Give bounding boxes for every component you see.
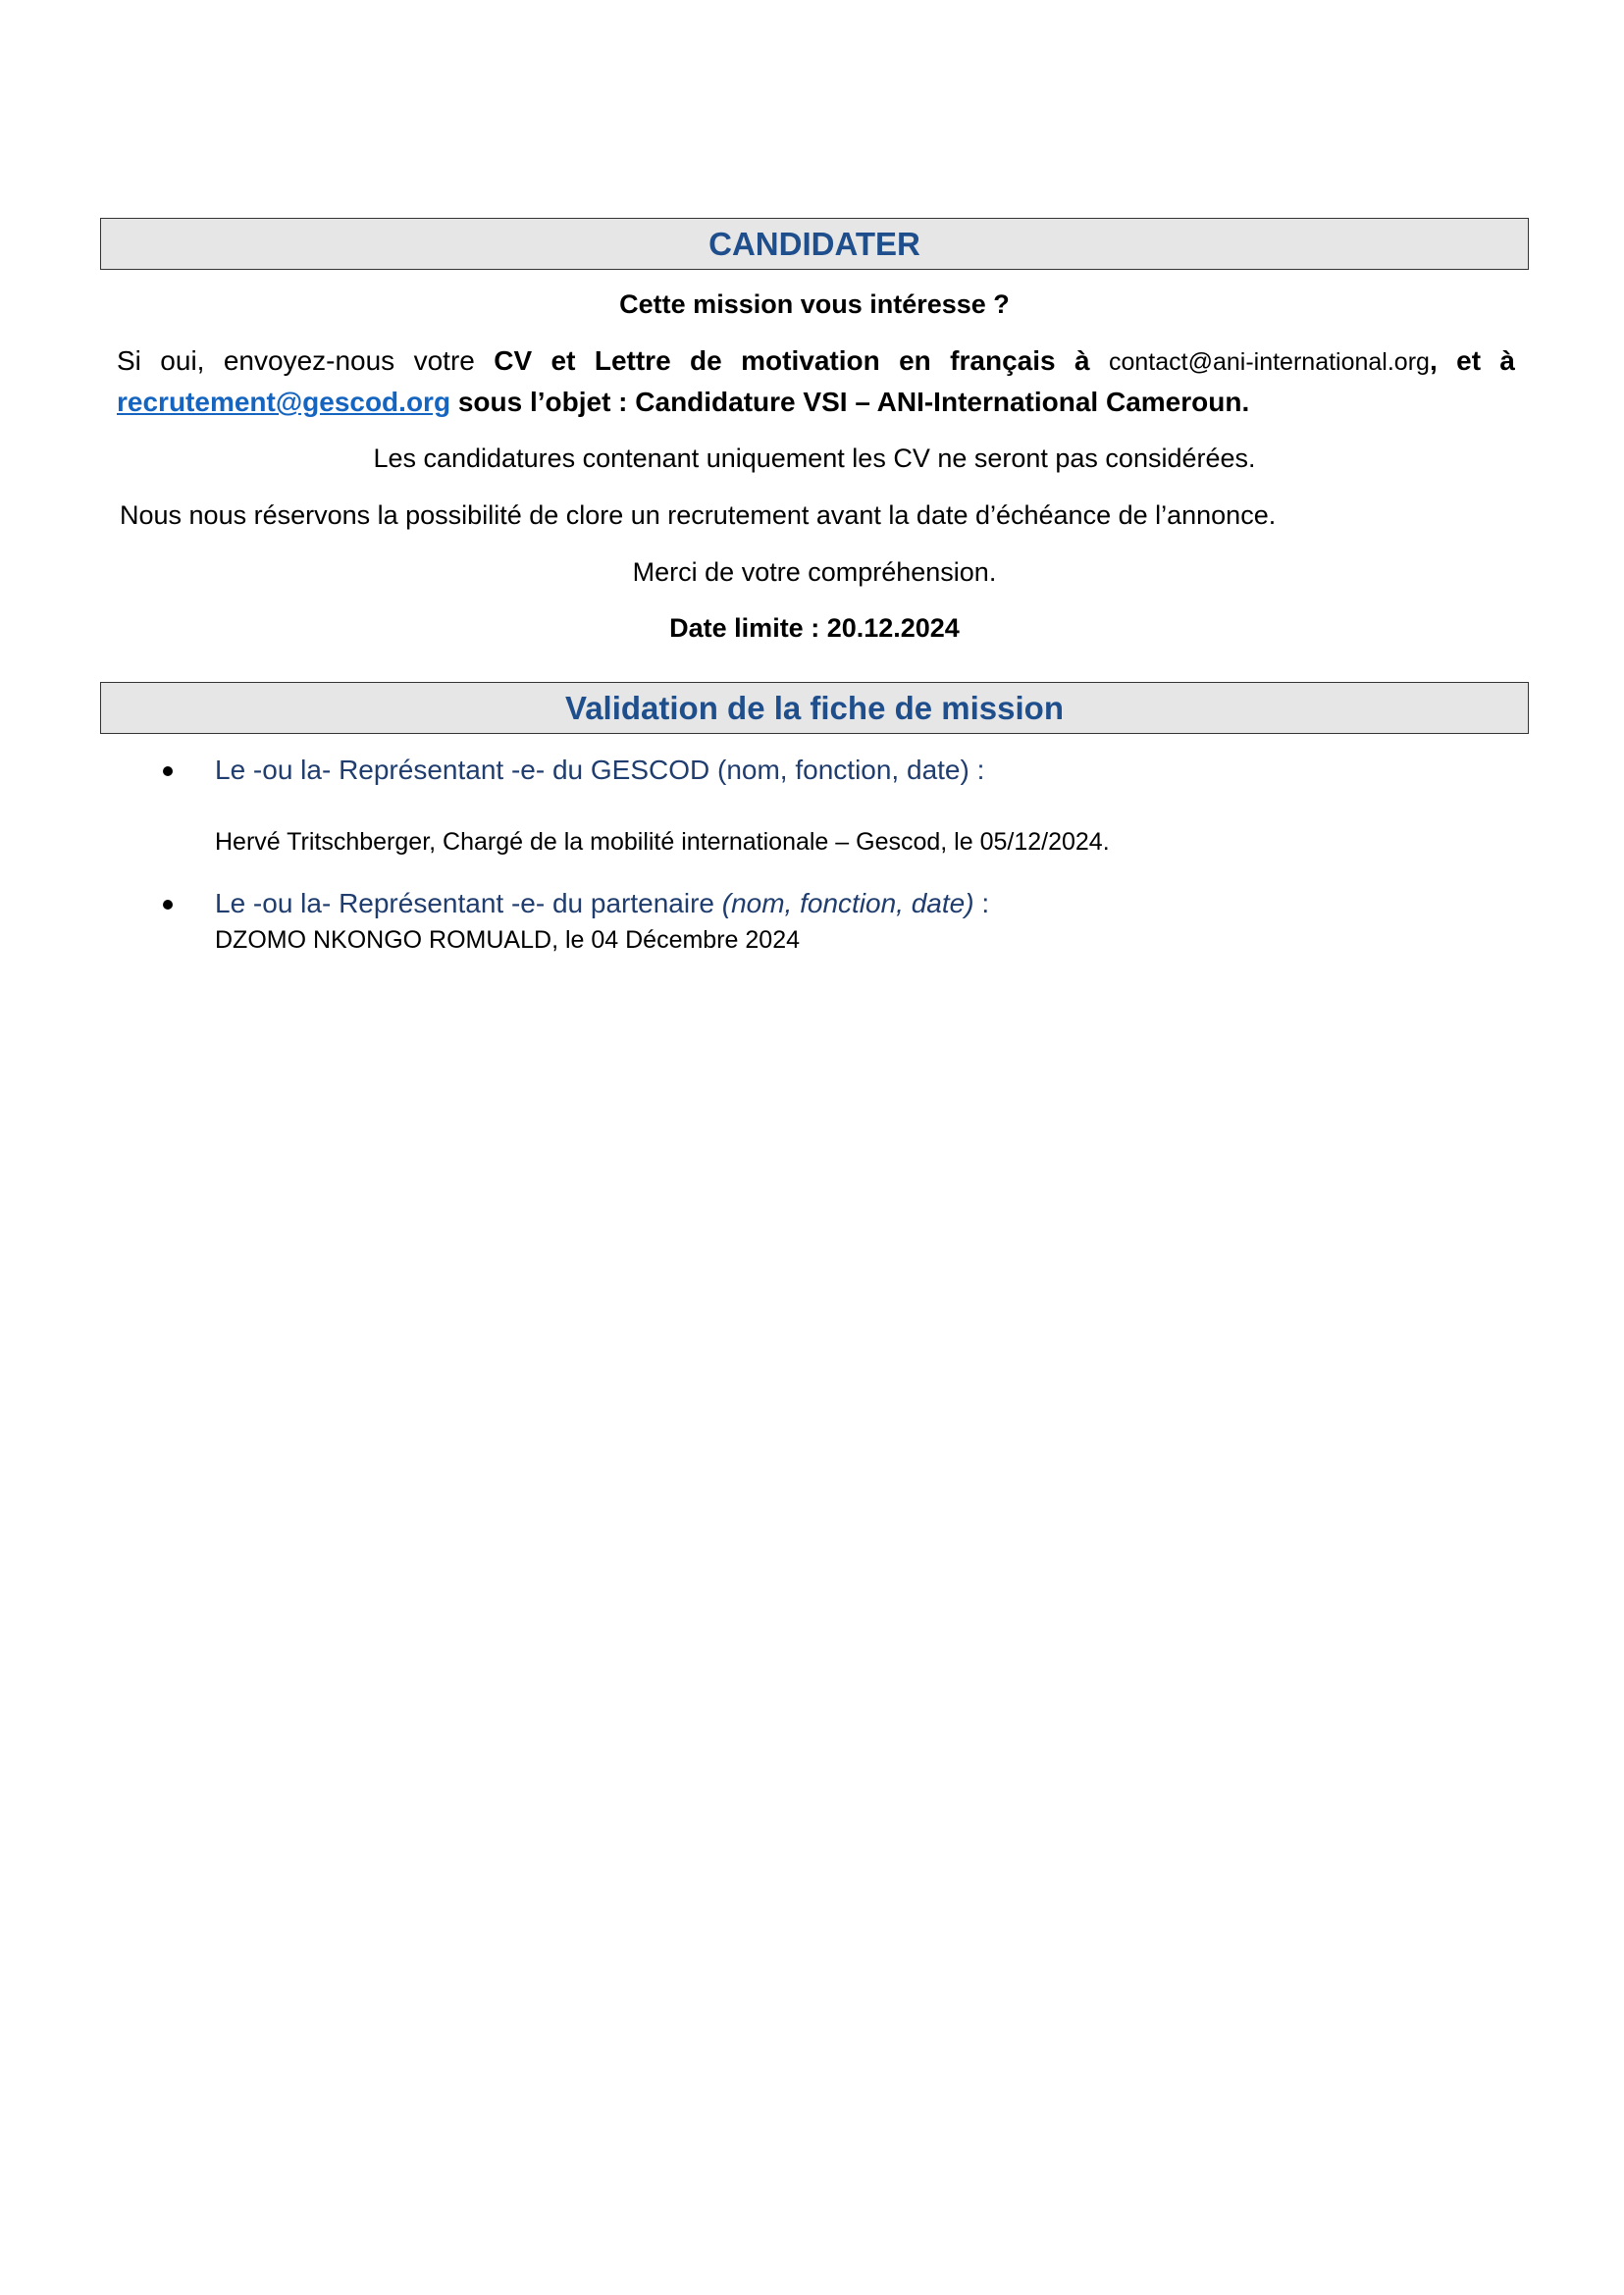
- recruitment-email-link[interactable]: recrutement@gescod.org: [117, 387, 451, 417]
- bullet-icon: [163, 900, 173, 910]
- partner-representative-label: [215, 886, 989, 921]
- thanks-note: Merci de votre compréhension.: [632, 557, 997, 587]
- instructions-subject: sous l’objet : Candidature VSI – ANI-International Cameroun.: [450, 387, 1250, 417]
- validation-heading: Validation de la fiche de mission: [100, 682, 1529, 734]
- gescod-representative-value: Hervé Tritschberger, Chargé de la mobilité internationale – Gescod, le 05/12/2024.: [215, 828, 1110, 856]
- bullet-icon: [163, 766, 173, 776]
- instructions-documents: CV et Lettre de motivation en français à: [494, 345, 1090, 376]
- instructions-intro: Si oui, envoyez-nous votre: [117, 345, 495, 376]
- partner-label-end: :: [973, 888, 990, 918]
- gescod-representative-label: Le -ou la- Représentant -e- du GESCOD (nom, fonction, date) :: [215, 755, 985, 785]
- mission-question: Cette mission vous intéresse ?: [619, 289, 1010, 319]
- partner-representative-value: DZOMO NKONGO ROMUALD, le 04 Décembre 2024: [215, 926, 800, 954]
- instructions-and: , et à: [1429, 345, 1515, 376]
- partner-label-italic: (nom, fonction, date): [721, 888, 974, 918]
- deadline: Date limite : 20.12.2024: [669, 613, 960, 643]
- application-instructions-line1: [117, 343, 1515, 380]
- closing-note: Nous nous réservons la possibilité de clore un recrutement avant la date d’échéance de l’annonce.: [120, 500, 1277, 530]
- partner-label-main: Le -ou la- Représentant -e- du partenaire: [215, 888, 722, 918]
- application-instructions-line2: [117, 385, 1249, 420]
- contact-email[interactable]: contact@ani-international.org: [1108, 348, 1430, 376]
- cv-only-note: Les candidatures contenant uniquement les CV ne seront pas considérées.: [373, 443, 1256, 473]
- candidater-heading: CANDIDATER: [100, 218, 1529, 270]
